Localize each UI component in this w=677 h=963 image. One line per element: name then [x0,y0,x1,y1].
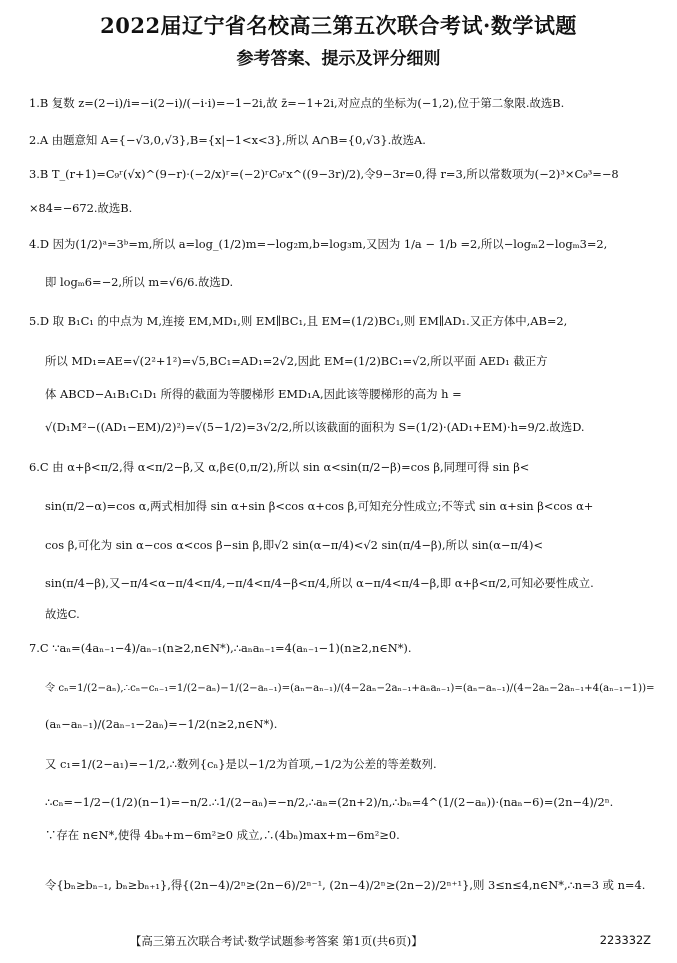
page-subtitle: 参考答案、提示及评分细则 [236,49,441,69]
text-line: 又 c₁=1/(2−a₁)=−1/2,∴数列{cₙ}是以−1/2为首项,−1/2为公差的等差数列. [45,757,437,771]
text-line: ∴cₙ=−1/2−(1/2)(n−1)=−n/2.∴1/(2−aₙ)=−n/2,∴aₙ=(2n+2)/n,∴bₙ=4^(1/(2−aₙ))·(naₙ−6)=(2n−4)/2ⁿ. [45,795,614,809]
text-line: ×84=−672.故选B. [29,201,133,215]
text-line: 体 ABCD−A₁B₁C₁D₁ 所得的截面为等腰梯形 EMD₁A,因此该等腰梯形的高为 h = [45,387,462,401]
text-line: 2.A 由题意知 A={−√3,0,√3},B={x|−1<x<3},所以 A∩B={0,√3}.故选A. [29,133,426,147]
page-footer: 【高三第五次联合考试·数学试题参考答案 第1页(共6页)】 [130,934,423,948]
text-line: sin(π/2−α)=cos α,两式相加得 sin α+sin β<cos α+cos β,可知充分性成立;不等式 sin α+sin β<cos α+ [45,499,594,513]
text-line: 7.C ∵aₙ=(4aₙ₋₁−4)/aₙ₋₁(n≥2,n∈N*),∴aₙaₙ₋₁=4(aₙ₋₁−1)(n≥2,n∈N*). [29,641,412,655]
text-line: 4.D 因为(1/2)ᵃ=3ᵇ=m,所以 a=log_(1/2)m=−log₂m,b=log₃m,又因为 1/a − 1/b =2,所以−logₘ2−logₘ3=2, [29,237,608,251]
text-line: 令 cₙ=1/(2−aₙ),∴cₙ−cₙ₋₁=1/(2−aₙ)−1/(2−aₙ₋₁)=(aₙ−aₙ₋₁)/(4−2aₙ−2aₙ₋₁+aₙaₙ₋₁)=(aₙ−aₙ₋₁)/(4−2aₙ−2aₙ₋₁+4(aₙ₋₁−1))= [45,683,655,694]
text-line: ∵存在 n∈N*,使得 4bₙ+m−6m²≥0 成立,∴(4bₙ)max+m−6m²≥0. [45,828,400,842]
text-line: 3.B T_(r+1)=C₉ʳ(√x)^(9−r)·(−2/x)ʳ=(−2)ʳC₉ʳx^((9−3r)/2),令9−3r=0,得 r=3,所以常数项为(−2)³×C₉³=−8 [29,167,619,181]
text-line: cos β,可化为 sin α−cos α<cos β−sin β,即√2 sin(α−π/4)<√2 sin(π/4−β),所以 sin(α−π/4)< [45,538,544,552]
text-line: sin(π/4−β),又−π/4<α−π/4<π/4,−π/4<π/4−β<π/4,所以 α−π/4<π/4−β,即 α+β<π/2,可知必要性成立. [45,576,594,590]
text-line: (aₙ−aₙ₋₁)/(2aₙ₋₁−2aₙ)=−1/2(n≥2,n∈N*). [45,717,278,731]
text-line: 1.B 复数 z=(2−i)/i=−i(2−i)/(−i·i)=−1−2i,故 z̄=−1+2i,对应点的坐标为(−1,2),位于第二象限.故选B. [29,96,565,110]
document-code: 223332Z [599,933,651,947]
text-line: 令{bₙ≥bₙ₋₁, bₙ≥bₙ₊₁},得{(2n−4)/2ⁿ≥(2n−6)/2ⁿ⁻¹, (2n−4)/2ⁿ≥(2n−2)/2ⁿ⁺¹},则 3≤n≤4,n∈N*,∴n=3 或 n=4. [45,878,646,892]
text-line: 即 logₘ6=−2,所以 m=√6/6.故选D. [45,275,234,289]
text-line: 故选C. [45,607,80,621]
text-line: 5.D 取 B₁C₁ 的中点为 M,连接 EM,MD₁,则 EM∥BC₁,且 EM=(1/2)BC₁,则 EM∥AD₁.又正方体中,AB=2, [29,314,568,328]
text-line: √(D₁M²−((AD₁−EM)/2)²)=√(5−1/2)=3√2/2,所以该截面的面积为 S=(1/2)·(AD₁+EM)·h=9/2.故选D. [45,420,585,434]
text-line: 所以 MD₁=AE=√(2²+1²)=√5,BC₁=AD₁=2√2,因此 EM=(1/2)BC₁=√2,所以平面 AED₁ 截正方 [45,354,548,368]
text-line: 6.C 由 α+β<π/2,得 α<π/2−β,又 α,β∈(0,π/2),所以 sin α<sin(π/2−β)=cos β,同理可得 sin β< [29,460,530,474]
page-title: 2022届辽宁省名校高三第五次联合考试·数学试题 [100,13,577,38]
